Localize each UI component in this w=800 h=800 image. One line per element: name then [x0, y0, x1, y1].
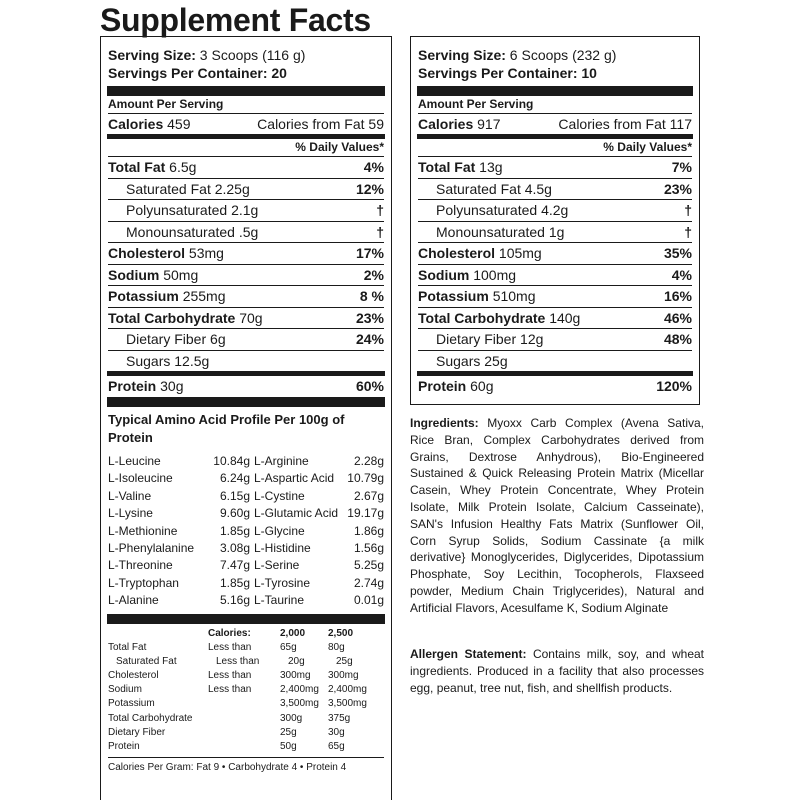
nutrient-name [418, 202, 568, 218]
amino-cell: L-Lysine [108, 506, 153, 521]
nutrient-pct: 48% [663, 331, 692, 348]
protein-amount: 30g [156, 378, 184, 394]
nutrient-label: Total Carbohydrate [418, 309, 546, 326]
amino-cell: L-Cystine [254, 488, 305, 503]
nutrient-row [108, 308, 384, 330]
amino-cell: L-Methionine [108, 523, 178, 538]
nutrient-name [108, 310, 263, 326]
facts-panel-left [100, 36, 392, 800]
nutrient-pct: † [376, 202, 384, 219]
amount-per-serving: Amount Per Serving [108, 96, 384, 114]
ref-header-cell: 2,500 [328, 627, 354, 639]
nutrient-label: Cholesterol [108, 245, 186, 262]
amino-cell: 3.08g [219, 540, 250, 555]
amino-cell: 5.16g [219, 593, 250, 608]
nutrient-pct: † [684, 202, 692, 219]
amino-cell: 0.01g [353, 593, 384, 608]
amino-cell: L-Arginine [254, 454, 309, 468]
nutrient-pct: † [684, 223, 692, 240]
nutrient-pct: 17% [355, 245, 384, 262]
nutrient-label: Cholesterol [418, 245, 496, 262]
ref-cell: Less than [208, 670, 252, 682]
nutrient-pct: 4% [363, 159, 384, 176]
nutrient-amount: 2.1g [227, 202, 259, 219]
calories-from-fat: Calories from Fat 117 [558, 116, 692, 132]
servings-per-container: Servings Per Container: 10 [418, 65, 597, 81]
nutrient-name [418, 267, 516, 283]
amino-row [108, 557, 384, 574]
nutrient-row [108, 200, 384, 222]
nutrient-label: Dietary Fiber [126, 331, 207, 348]
nutrient-label: Polyunsaturated [436, 202, 538, 219]
nutrient-amount: 6.5g [165, 159, 197, 176]
serving-size [418, 46, 692, 64]
amino-cell: 10.79g [347, 471, 384, 486]
amino-cell: L-Glutamic Acid [254, 506, 339, 521]
amino-cell: L-Alanine [108, 593, 159, 608]
ref-cell: 2,400mg [280, 684, 319, 696]
amino-cell: L-Tyrosine [254, 575, 311, 590]
amino-cell: L-Valine [108, 488, 152, 503]
nutrient-label: Total Carbohydrate [108, 309, 236, 326]
amino-row [108, 453, 384, 470]
amino-row [108, 592, 384, 609]
nutrient-row [108, 222, 384, 244]
ingredients-body: Myoxx Carb Complex (Avena Sativa, Rice Bran, Complex Carbohydrates derived from Grains, Dextrose Anhydrous), Bio-Engineered Sustained & Quick Releasing Protein Matrix (Micellar Casein, Whey Protein Concentrate, Whey Protein Isolate, Milk Protein Isolate, Calcium Casseinate), SAN's Infusion Healthy Fats Matrix (Sunflower Oil, Corn Syrup Solids, Sodium Cassinate {a milk derivative} Monoglycerides, Diglycerides, Dipotassium Phosphate, Soy Lecithin, Tocopherols, Flaxseed powder, Medium Chain Triglycerides), Natural and Artificial Flavors, Acesulfame K, Sodium Alginate [410, 416, 704, 615]
amino-cell: 1.85g [219, 523, 250, 538]
amino-row [108, 523, 384, 540]
nutrient-name [108, 353, 209, 369]
nutrient-row [418, 351, 692, 372]
nutrient-label: Sodium [108, 266, 160, 283]
protein-amount: 60g [466, 378, 494, 394]
nutrient-name [418, 288, 536, 304]
calories-label: Calories [418, 116, 474, 132]
nutrient-label: Total Fat [108, 159, 166, 176]
calories-value: 459 [163, 116, 191, 132]
amino-cell: L-Threonine [108, 558, 173, 573]
nutrient-name [108, 267, 198, 283]
nutrient-amount: 70g [235, 309, 263, 326]
nutrient-pct: † [376, 223, 384, 240]
amino-cell: 7.47g [219, 558, 250, 573]
ref-cell: Dietary Fiber [108, 726, 166, 738]
nutrient-label: Dietary Fiber [436, 331, 517, 348]
ref-header-cell: Calories: [208, 627, 251, 639]
ref-cell: 30g [328, 726, 345, 738]
nutrient-label: Saturated Fat [436, 180, 521, 197]
nutrient-row [418, 265, 692, 287]
nutrient-name [108, 331, 226, 347]
protein-row [108, 376, 384, 397]
amino-cell: L-Taurine [254, 593, 305, 608]
serving-size-label: Serving Size: [418, 47, 506, 63]
nutrient-rows [108, 157, 384, 371]
nutrient-amount: 4.2g [537, 202, 569, 219]
nutrient-row [108, 157, 384, 179]
ref-cell: Protein [108, 741, 140, 753]
nutrient-amount: .5g [234, 223, 259, 240]
ref-cell: Saturated Fat [116, 655, 177, 667]
nutrient-row [418, 329, 692, 351]
nutrient-pct: 35% [663, 245, 692, 262]
nutrient-pct: 7% [671, 159, 692, 176]
ref-cell: Total Carbohydrate [108, 712, 193, 724]
allergen-body: Contains milk, soy, and wheat ingredients. Produced in a facility that also processes egg, peanut, tree nut, fish, and shellfish products. [410, 647, 705, 695]
nutrient-row [418, 222, 692, 244]
nutrient-row [418, 179, 692, 201]
nutrient-row [108, 243, 384, 265]
ref-cell: 300mg [280, 670, 311, 682]
nutrient-row [108, 329, 384, 351]
ref-header-cell [108, 627, 208, 641]
amino-cell: L-Glycine [254, 523, 305, 538]
ref-cell: 65g [280, 641, 297, 653]
protein-label: Protein [418, 378, 467, 394]
nutrient-amount: 4.5g [520, 180, 552, 197]
nutrient-name [418, 310, 580, 326]
nutrient-pct: 4% [671, 266, 692, 283]
ref-header-cell: 2,000 [280, 627, 306, 639]
amino-row [108, 575, 384, 592]
nutrient-row [418, 286, 692, 308]
amino-cell: L-Tryptophan [108, 575, 179, 590]
ref-cell [208, 726, 280, 740]
ref-cell: Cholesterol [108, 670, 159, 682]
nutrient-label: Sugars [436, 352, 481, 369]
nutrient-pct: 2% [363, 266, 384, 283]
ref-cell: Less than [208, 641, 252, 653]
nutrient-row [418, 157, 692, 179]
amino-cell: 9.60g [219, 506, 250, 521]
nutrient-amount: 13g [475, 159, 503, 176]
nutrient-row [418, 243, 692, 265]
nutrient-row [108, 351, 384, 372]
nutrient-name [108, 245, 224, 261]
nutrient-amount: 140g [545, 309, 581, 326]
amino-title: Typical Amino Acid Profile Per 100g of Protein [108, 412, 345, 445]
protein-pct: 120% [656, 378, 692, 394]
divider-thick [107, 397, 385, 407]
amino-cell: 6.15g [219, 488, 250, 503]
amino-row [108, 470, 384, 487]
nutrient-amount: 1g [544, 223, 565, 240]
amino-cell: 1.85g [219, 575, 250, 590]
nutrient-label: Monounsaturated [436, 223, 545, 240]
ref-cell: 300g [280, 712, 303, 724]
calories-per-gram: Calories Per Gram: Fat 9 • Carbohydrate 4 • Protein 4 [108, 757, 384, 773]
amino-row [108, 505, 384, 522]
nutrient-name [418, 245, 542, 261]
ref-cell: Potassium [108, 698, 155, 710]
ref-cell: 20g [288, 655, 305, 667]
nutrient-row [418, 200, 692, 222]
nutrient-amount: 53mg [185, 245, 224, 262]
serving-size-value: 6 Scoops (232 g) [505, 47, 617, 63]
ref-cell: 3,500mg [280, 698, 319, 710]
nutrient-rows [418, 157, 692, 371]
calories-label: Calories [108, 116, 164, 132]
nutrient-pct: 12% [355, 180, 384, 197]
protein-pct: 60% [355, 378, 384, 394]
nutrient-label: Sugars [126, 352, 171, 369]
amino-row [108, 488, 384, 505]
ref-cell: Total Fat [108, 641, 147, 653]
amount-per-serving: Amount Per Serving [418, 96, 692, 114]
ref-cell [208, 740, 280, 754]
nutrient-label: Potassium [418, 288, 489, 305]
nutrient-amount: 510mg [488, 288, 536, 305]
amino-cell: L-Histidine [254, 540, 311, 555]
amino-cell: L-Leucine [108, 454, 161, 468]
amino-cell: 6.24g [219, 471, 250, 486]
allergen-statement [410, 646, 704, 696]
nutrient-amount: 6g [206, 331, 226, 348]
nutrient-pct: 23% [663, 180, 692, 197]
nutrient-pct: 46% [663, 309, 692, 326]
ref-row [108, 641, 384, 655]
nutrient-label: Monounsaturated [126, 223, 235, 240]
nutrient-name [108, 159, 196, 175]
nutrient-name [418, 331, 543, 347]
nutrient-row [108, 265, 384, 287]
ingredients-text [410, 415, 704, 617]
ref-row [108, 740, 384, 754]
amino-cell: L-Serine [254, 558, 300, 573]
nutrient-name [108, 288, 226, 304]
daily-reference-table [108, 627, 384, 755]
ref-cell: 25g [280, 726, 297, 738]
allergen-label: Allergen Statement: [410, 647, 527, 661]
ref-cell: 375g [328, 712, 351, 724]
nutrient-row [108, 179, 384, 201]
nutrient-row [418, 308, 692, 330]
serving-size-label: Serving Size: [108, 47, 196, 63]
ref-cell: Sodium [108, 684, 142, 696]
ref-row [108, 726, 384, 740]
nutrient-amount: 2.25g [210, 180, 250, 197]
servings-per-container: Servings Per Container: 20 [108, 65, 287, 81]
serving-size [108, 46, 384, 64]
amino-cell: 5.25g [353, 558, 384, 573]
nutrient-name [418, 353, 508, 369]
daily-values-header: % Daily Values* [418, 139, 692, 157]
nutrient-amount: 12.5g [170, 352, 210, 369]
ingredients-label: Ingredients: [410, 416, 479, 430]
nutrient-amount: 50mg [159, 266, 199, 283]
amino-cell: 2.28g [353, 454, 384, 468]
ref-cell: 25g [336, 655, 353, 667]
amino-cell: L-Phenylalanine [108, 540, 195, 555]
ref-header-row [108, 627, 384, 641]
nutrient-amount: 25g [480, 352, 508, 369]
nutrient-label: Potassium [108, 288, 179, 305]
nutrient-pct: 23% [355, 309, 384, 326]
calories-from-fat: Calories from Fat 59 [257, 116, 384, 132]
nutrient-name [418, 224, 564, 240]
calories-value: 917 [473, 116, 501, 132]
nutrient-label: Saturated Fat [126, 180, 211, 197]
ref-row [108, 669, 384, 683]
facts-panel-right [410, 36, 700, 405]
nutrient-pct: 8 % [359, 288, 384, 305]
nutrient-label: Polyunsaturated [126, 202, 228, 219]
nutrient-name [418, 181, 552, 197]
ref-cell: 3,500mg [328, 698, 367, 710]
nutrient-label: Sodium [418, 266, 470, 283]
page-title: Supplement Facts [100, 2, 371, 38]
nutrient-name [418, 159, 503, 175]
calories-row [108, 114, 384, 134]
protein-row [418, 376, 692, 397]
nutrient-row [108, 286, 384, 308]
nutrient-amount: 255mg [178, 288, 226, 305]
nutrient-name [108, 202, 258, 218]
nutrient-pct: 24% [355, 331, 384, 348]
amino-cell: 1.86g [353, 523, 384, 538]
nutrient-pct: 16% [663, 288, 692, 305]
amino-cell: 2.67g [353, 488, 384, 503]
ref-row [108, 655, 384, 669]
calories-row [418, 114, 692, 134]
amino-cell: 1.56g [353, 540, 384, 555]
nutrient-amount: 100mg [469, 266, 517, 283]
daily-values-header: % Daily Values* [108, 139, 384, 157]
ref-cell [208, 697, 280, 711]
serving-size-value: 3 Scoops (116 g) [195, 47, 306, 63]
amino-cell: 10.84g [213, 454, 250, 468]
ref-cell: 65g [328, 741, 345, 753]
ref-cell: 2,400mg [328, 684, 367, 696]
protein-label: Protein [108, 378, 157, 394]
amino-row [108, 540, 384, 557]
nutrient-amount: 105mg [495, 245, 542, 262]
ref-cell: 300mg [328, 670, 359, 682]
amino-cell: L-Aspartic Acid [254, 471, 335, 486]
amino-cell: L-Isoleucine [108, 471, 173, 486]
ref-row [108, 683, 384, 697]
ref-row [108, 712, 384, 726]
amino-acid-table [108, 453, 384, 610]
ref-cell: Less than [208, 684, 252, 696]
ref-cell: 50g [280, 741, 297, 753]
divider-thick [107, 86, 385, 96]
divider-thick [417, 86, 693, 96]
nutrient-label: Total Fat [418, 159, 476, 176]
nutrient-name [108, 224, 258, 240]
amino-cell: 2.74g [353, 575, 384, 590]
ref-cell: 80g [328, 641, 345, 653]
ref-cell [208, 712, 280, 726]
amino-cell: 19.17g [347, 506, 384, 521]
nutrient-amount: 12g [516, 331, 544, 348]
ref-cell: Less than [216, 655, 260, 667]
nutrient-name [108, 181, 250, 197]
ref-row [108, 697, 384, 711]
divider-thick [107, 614, 385, 624]
